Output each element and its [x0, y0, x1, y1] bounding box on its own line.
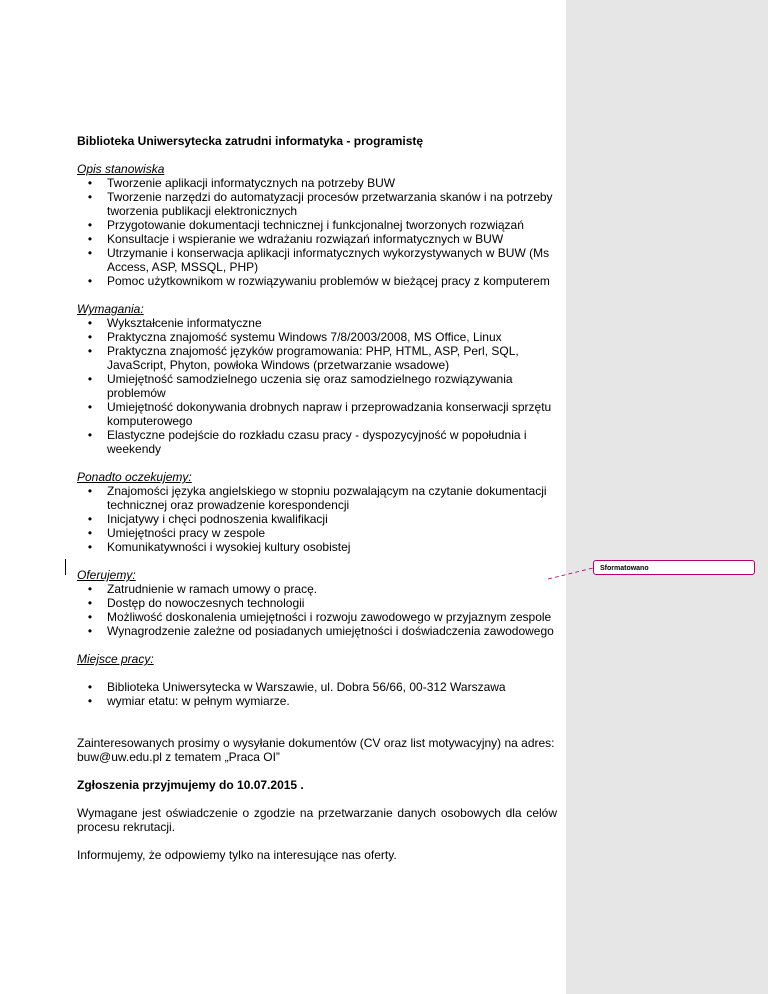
list-item: • Praktyczna znajomość języków programowania: PHP, HTML, ASP, Perl, SQL, JavaScript, Phyton, powłoka Windows (przetwarzanie wsadowe)	[87, 344, 519, 372]
bullet-icon: •	[87, 582, 93, 596]
bullet-icon: •	[87, 274, 93, 288]
bullet-icon: •	[87, 344, 93, 358]
bullet-icon: •	[87, 610, 93, 624]
bullet-icon: •	[87, 540, 93, 554]
list-item: • Przygotowanie dokumentacji technicznej i funkcjonalnej tworzonych rozwiązań	[87, 218, 524, 232]
bullet-icon: •	[87, 218, 93, 232]
consent-paragraph: Wymagane jest oświadczenie o zgodzie na przetwarzanie danych osobowych dla celów procesu rekrutacji.	[77, 806, 557, 834]
deadline-paragraph: Zgłoszenia przyjmujemy do 10.07.2015 .	[77, 778, 304, 792]
bullet-icon: •	[87, 526, 93, 540]
list-item: • Komunikatywności i wysokiej kultury osobistej	[87, 540, 351, 554]
section-wymagania	[77, 302, 557, 456]
bullet-list	[77, 176, 557, 288]
bullet-icon: •	[87, 624, 93, 638]
section-heading: Opis stanowiska	[77, 162, 165, 176]
list-item: • wymiar etatu: w pełnym wymiarze.	[87, 694, 290, 708]
list-item: • Zatrudnienie w ramach umowy o pracę.	[87, 582, 318, 596]
list-item: • Praktyczna znajomość systemu Windows 7/8/2003/2008, MS Office, Linux	[87, 330, 502, 344]
list-item: • Dostęp do nowoczesnych technologii	[87, 596, 305, 610]
list-item: • Umiejętności pracy w zespole	[87, 526, 266, 540]
bullet-icon: •	[87, 316, 93, 330]
list-item: • Konsultacje i wspieranie we wdrażaniu rozwiązań informatycznych w BUW	[87, 232, 504, 246]
contact-paragraph: Zainteresowanych prosimy o wysyłanie dokumentów (CV oraz list motywacyjny) na adres: buw@uw.edu.pl z tematem „Praca OI”	[77, 736, 555, 764]
list-item: • Znajomości języka angielskiego w stopniu pozwalającym na czytanie dokumentacji technicznej oraz prowadzenie korespondencji	[87, 484, 547, 512]
bullet-icon: •	[87, 232, 93, 246]
bullet-icon: •	[87, 428, 93, 442]
bullet-list	[77, 680, 557, 708]
bullet-icon: •	[87, 400, 93, 414]
note-paragraph: Informujemy, że odpowiemy tylko na interesujące nas oferty.	[77, 848, 397, 862]
list-item: • Możliwość doskonalenia umiejętności i rozwoju zawodowego w przyjaznym zespole	[87, 610, 552, 624]
list-item: • Wykształcenie informatyczne	[87, 316, 262, 330]
bullet-list	[77, 582, 557, 638]
list-item: • Wynagrodzenie zależne od posiadanych umiejętności i doświadczenia zawodowego	[87, 624, 554, 638]
revision-change-bar	[65, 559, 66, 575]
section-heading: Oferujemy:	[77, 568, 136, 582]
list-item: • Tworzenie narzędzi do automatyzacji procesów przetwarzania skanów i na potrzeby tworzenia publikacji elektronicznych	[87, 190, 553, 218]
list-item: • Utrzymanie i konserwacja aplikacji informatycznych wykorzystywanych w BUW (Ms Access, ASP, MSSQL, PHP)	[87, 246, 550, 274]
heading-colon: :	[140, 302, 144, 316]
section-miejsce-pracy	[77, 652, 557, 708]
comment-balloon[interactable]	[593, 560, 755, 575]
bullet-icon: •	[87, 246, 93, 260]
list-item: • Pomoc użytkownikom w rozwiązywaniu problemów w bieżącej pracy z komputerem	[87, 274, 550, 288]
bullet-icon: •	[87, 680, 93, 694]
section-oferujemy	[77, 568, 557, 638]
list-item: • Biblioteka Uniwersytecka w Warszawie, ul. Dobra 56/66, 00-312 Warszawa	[87, 680, 506, 694]
bullet-icon: •	[87, 694, 93, 708]
bullet-icon: •	[87, 330, 93, 344]
section-opis-stanowiska	[77, 162, 557, 288]
document-body	[77, 134, 557, 876]
list-item: • Inicjatywy i chęci podnoszenia kwalifikacji	[87, 512, 328, 526]
section-heading-line	[77, 302, 557, 316]
document-title: Biblioteka Uniwersytecka zatrudni informatyka - programistę	[77, 134, 424, 148]
list-item: • Umiejętność samodzielnego uczenia się oraz samodzielnego rozwiązywania problemów	[87, 372, 513, 400]
list-item: • Umiejętność dokonywania drobnych napraw i przeprowadzania konserwacji sprzętu komputerowego	[87, 400, 552, 428]
bullet-icon: •	[87, 596, 93, 610]
list-item: • Tworzenie aplikacji informatycznych na potrzeby BUW	[87, 176, 396, 190]
section-heading: Miejsce pracy:	[77, 652, 154, 666]
comment-label: Sformatowano	[600, 565, 649, 572]
comment-margin-pane	[566, 0, 768, 994]
list-item: • Elastyczne podejście do rozkładu czasu pracy - dyspozycyjność w popołudnia i weekendy	[87, 428, 527, 456]
bullet-list	[77, 484, 557, 554]
section-heading: Wymagania	[77, 302, 141, 316]
bullet-icon: •	[87, 372, 93, 386]
bullet-list	[77, 316, 557, 456]
bullet-icon: •	[87, 176, 93, 190]
section-ponadto-oczekujemy	[77, 470, 557, 554]
bullet-icon: •	[87, 512, 93, 526]
bullet-icon: •	[87, 484, 93, 498]
section-heading: Ponadto oczekujemy:	[77, 470, 192, 484]
bullet-icon: •	[87, 190, 93, 204]
